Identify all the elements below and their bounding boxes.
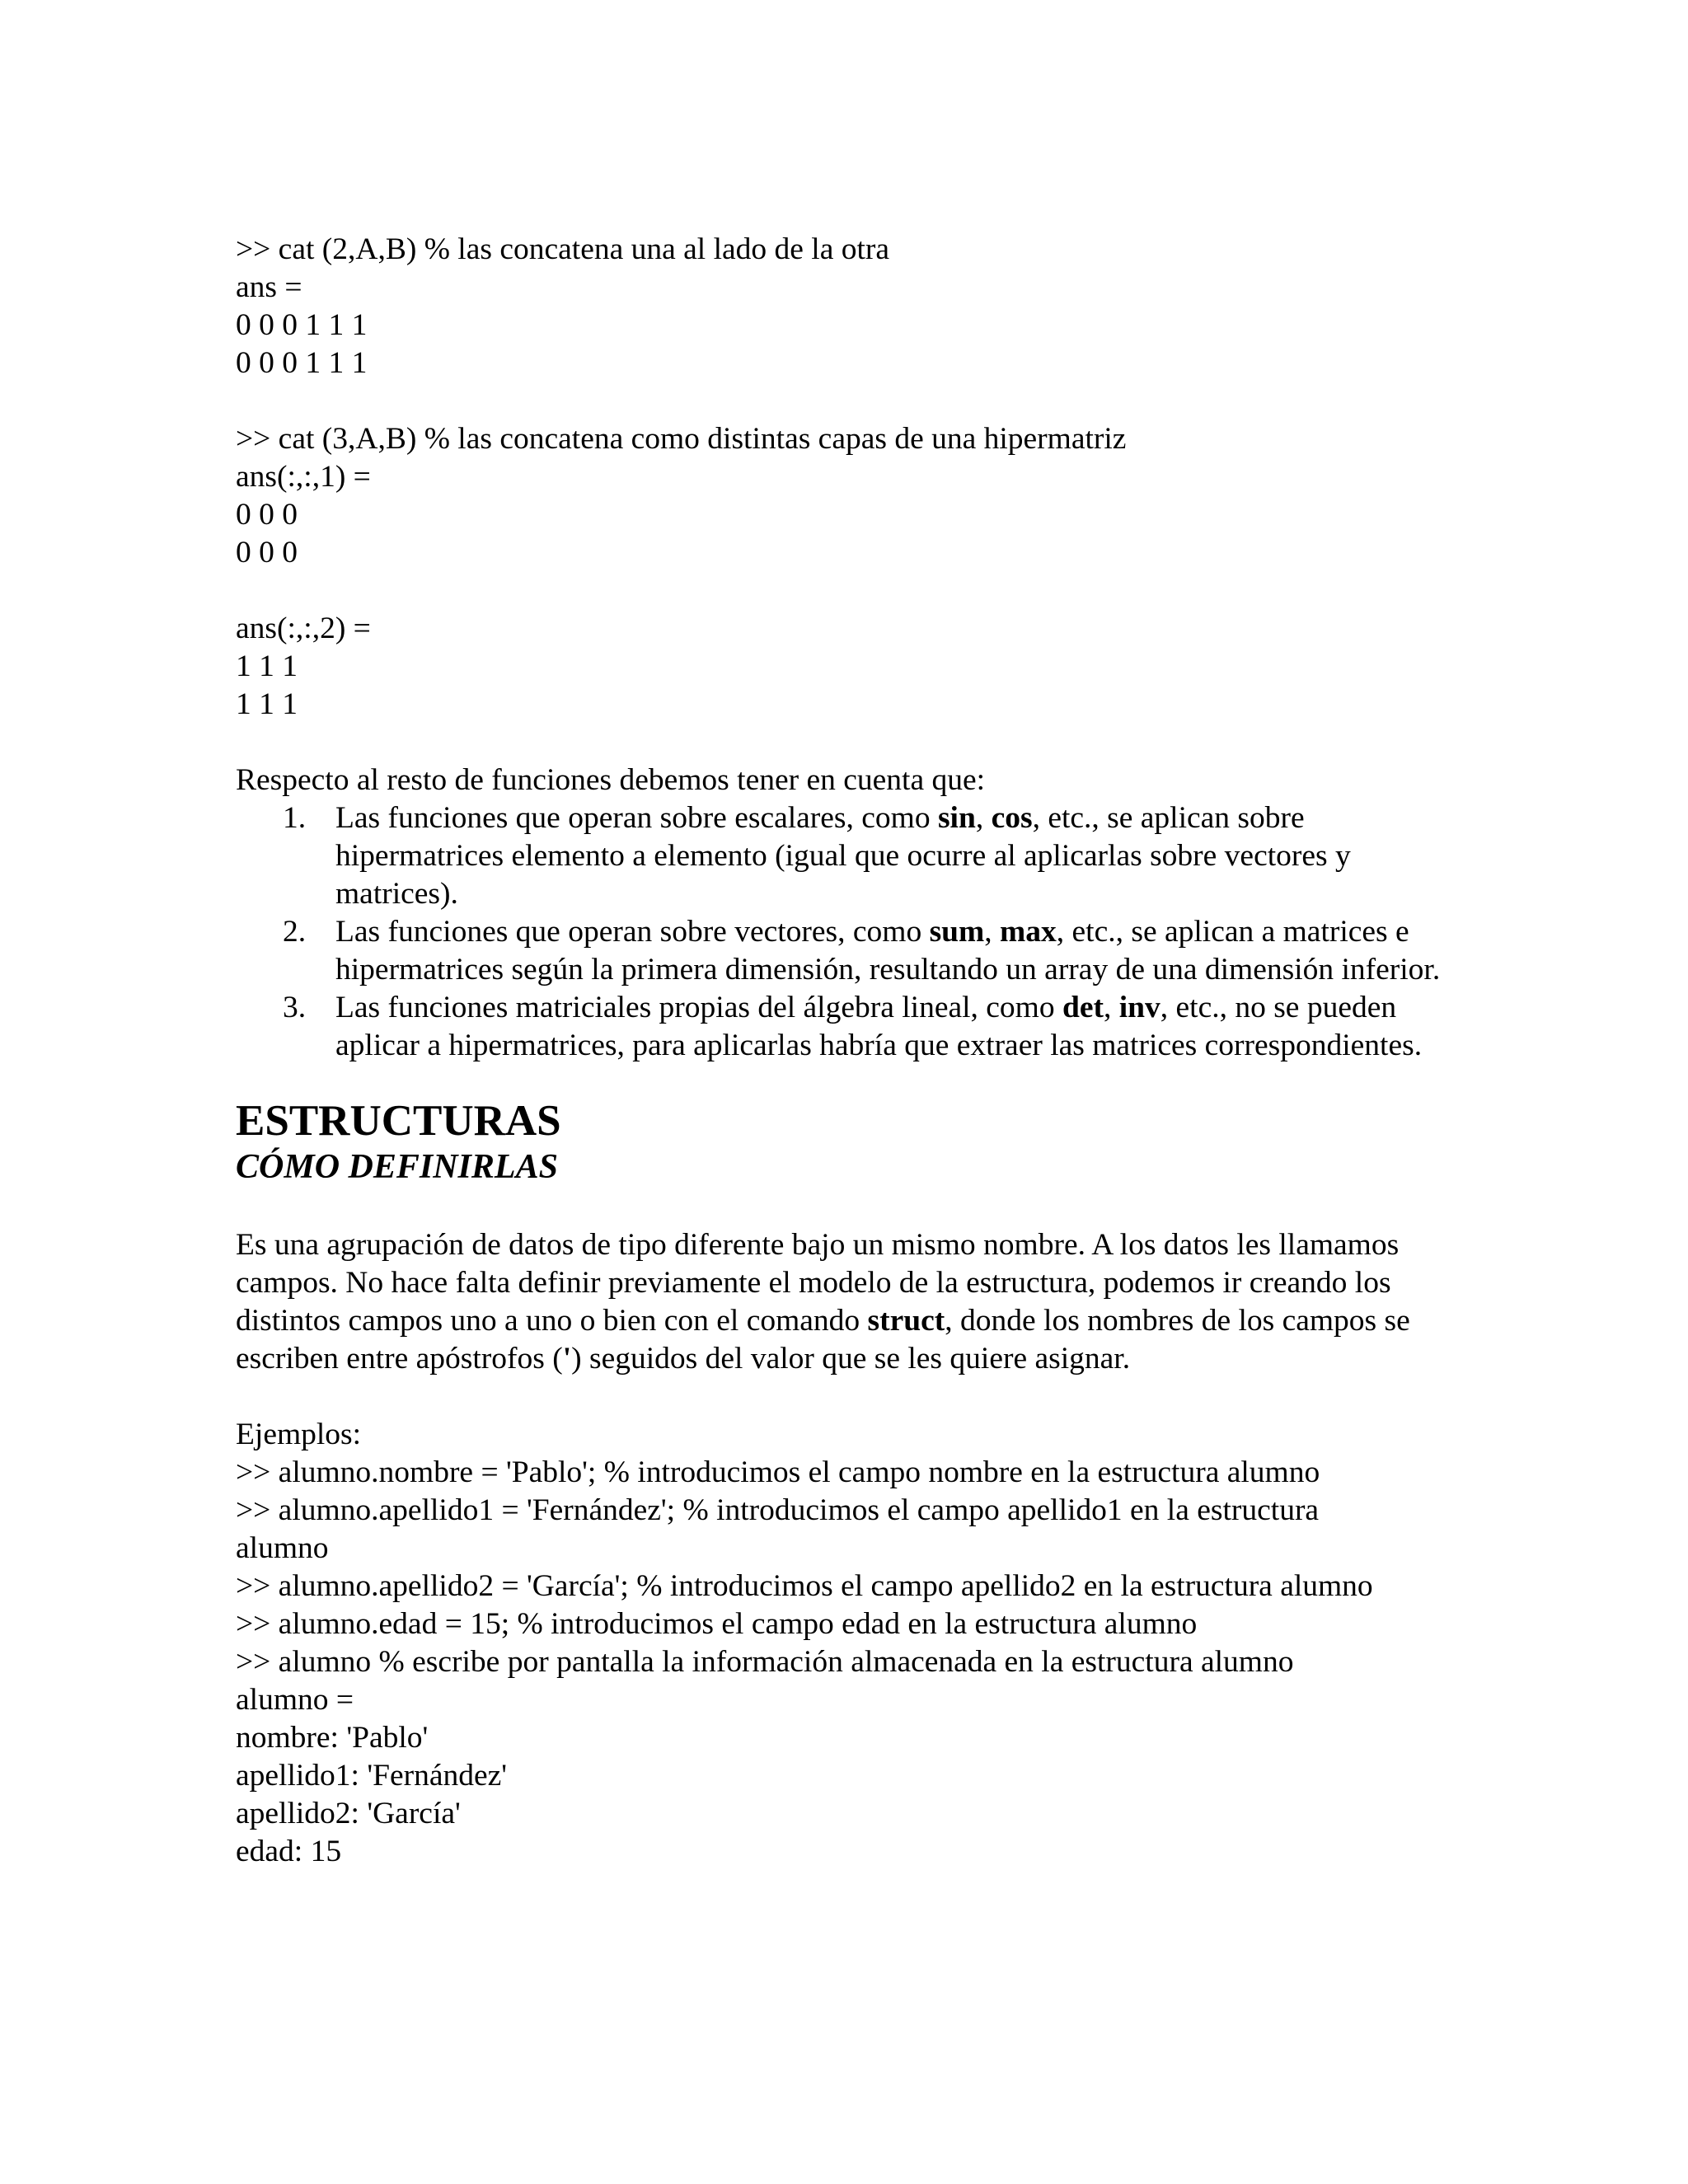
- text-run: Las funciones que operan sobre escalares, como: [335, 801, 938, 835]
- command-line: >> alumno.edad = 15; % introducimos el campo edad en la estructura alumno: [236, 1607, 1198, 1641]
- text-run: ,: [984, 915, 1001, 949]
- examples-block: [236, 1416, 1456, 1871]
- function-name: cos: [991, 801, 1033, 835]
- text-run: ) seguidos del valor que se les quiere asignar.: [571, 1342, 1131, 1376]
- output-field: apellido2: 'García': [236, 1797, 461, 1830]
- section-heading: ESTRUCTURAS: [236, 1097, 561, 1145]
- description-paragraph: [236, 1226, 1456, 1378]
- section-subheading: CÓMO DEFINIRLAS: [236, 1148, 558, 1186]
- function-name: inv: [1118, 991, 1160, 1024]
- list-item-text: [335, 913, 1456, 989]
- list-intro: Respecto al resto de funciones debemos tener en cuenta que:: [236, 763, 986, 797]
- text-run: , donde los nombres de los campos se escriben entre apóstrofos (: [236, 1304, 1410, 1376]
- list-number: 3.: [283, 991, 307, 1024]
- output-label: ans(:,:,2) =: [236, 612, 371, 645]
- command-line: >> alumno.nombre = 'Pablo'; % introducimos el campo nombre en la estructura alumno: [236, 1455, 1320, 1489]
- output-label: ans(:,:,1) =: [236, 460, 371, 494]
- command-line: >> cat (3,A,B) % las concatena como distintas capas de una hipermatriz: [236, 422, 1127, 456]
- command-line: >> alumno.apellido2 = 'García'; % introducimos el campo apellido2 en la estructura alumno: [236, 1569, 1373, 1603]
- function-name: sin: [937, 801, 976, 835]
- output-row: 1 1 1: [236, 649, 298, 683]
- output-row: 0 0 0: [236, 536, 298, 569]
- command-line-continued: alumno: [236, 1531, 329, 1565]
- command-name: struct: [867, 1304, 945, 1338]
- cat-dim3-block: [236, 420, 1456, 724]
- spacer: [236, 1378, 1456, 1416]
- document-page: [236, 231, 1456, 1871]
- spacer: [236, 382, 1456, 420]
- text-run: Es una agrupación de datos de tipo diferente bajo un mismo nombre. A los datos les llamamos campos. No hace falta definir previamente el modelo de la estructura, podemos ir creando los distintos campos uno a uno o bien con el comando: [236, 1228, 1400, 1338]
- output-row: 0 0 0 1 1 1: [236, 346, 368, 380]
- output-label: ans =: [236, 270, 302, 304]
- spacer: [236, 572, 1456, 610]
- list-item: [236, 913, 1456, 989]
- function-name: sum: [929, 915, 985, 949]
- text-run: Las funciones matriciales propias del álgebra lineal, como: [335, 991, 1062, 1024]
- text-run: , etc., se aplican a matrices e hipermatrices según la primera dimensión, resultando un array de una dimensión inferior.: [335, 915, 1441, 987]
- function-name: max: [1000, 915, 1057, 949]
- output-field: apellido1: 'Fernández': [236, 1759, 508, 1793]
- list-item-text: [335, 989, 1456, 1065]
- output-row: 0 0 0 1 1 1: [236, 308, 368, 342]
- function-rules-list: [236, 799, 1456, 1065]
- text-run: ,: [975, 801, 992, 835]
- function-name: det: [1062, 991, 1104, 1024]
- text-run: , etc., no se pueden aplicar a hipermatrices, para aplicarlas habría que extraer las matrices correspondientes.: [335, 991, 1423, 1062]
- output-field: edad: 15: [236, 1835, 342, 1868]
- list-number: 1.: [283, 801, 307, 835]
- text-run: , etc., se aplican sobre hipermatrices elemento a elemento (igual que ocurre al aplicarlas sobre vectores y matrices).: [335, 801, 1351, 911]
- apostrophe-symbol: ': [562, 1342, 572, 1376]
- list-item-text: [335, 799, 1456, 913]
- spacer: [236, 724, 1456, 762]
- command-line: >> cat (2,A,B) % las concatena una al lado de la otra: [236, 232, 890, 266]
- spacer: [236, 1188, 1456, 1226]
- list-number: 2.: [283, 915, 307, 949]
- output-row: 0 0 0: [236, 498, 298, 532]
- command-line: >> alumno.apellido1 = 'Fernández'; % introducimos el campo apellido1 en la estructura: [236, 1493, 1320, 1527]
- text-run: Las funciones que operan sobre vectores, como: [335, 915, 930, 949]
- output-row: 1 1 1: [236, 687, 298, 721]
- list-item: [236, 989, 1456, 1065]
- command-line: >> alumno % escribe por pantalla la información almacenada en la estructura alumno: [236, 1645, 1294, 1679]
- output-label: alumno =: [236, 1683, 354, 1717]
- examples-label: Ejemplos:: [236, 1418, 362, 1451]
- list-item: [236, 799, 1456, 913]
- output-field: nombre: 'Pablo': [236, 1721, 429, 1755]
- cat-dim2-block: [236, 231, 1456, 382]
- text-run: ,: [1103, 991, 1119, 1024]
